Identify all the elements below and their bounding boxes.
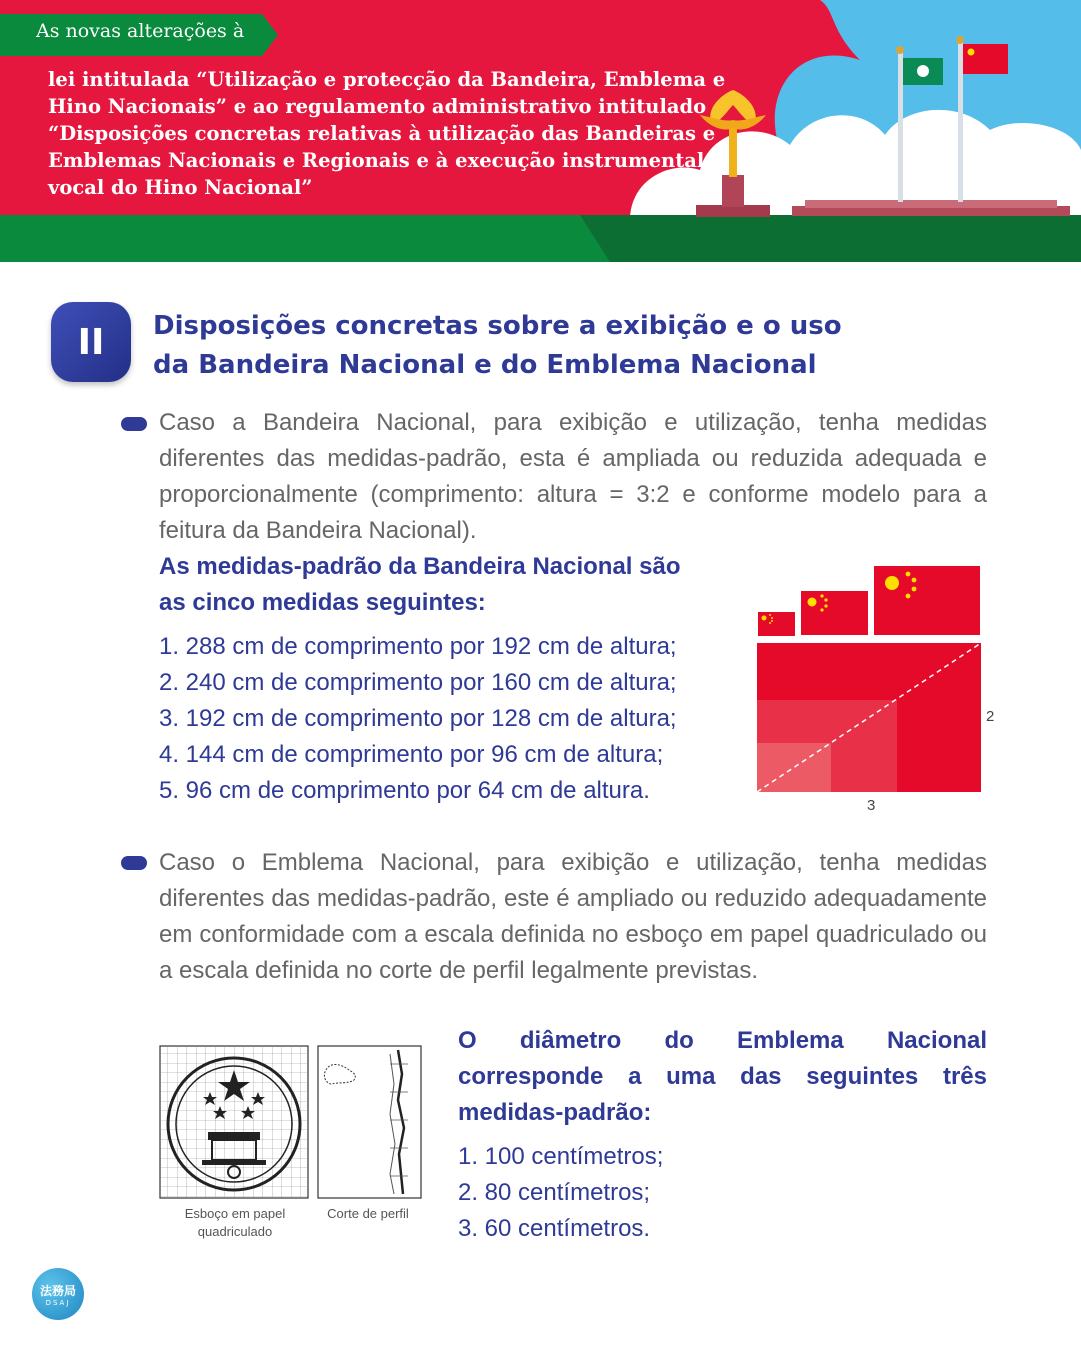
list-item: 1. 288 cm de comprimento por 192 cm de altura; [159, 633, 677, 660]
caption-grid-line2: quadriculado [197, 1224, 273, 1239]
list-item: 1. 100 centímetros; [458, 1143, 664, 1170]
section-title-line1: Disposições concretas sobre a exibição e o uso [153, 311, 842, 341]
ground-dark [580, 215, 1081, 262]
header-title: lei intitulada “Utilização e protecção da Bandeira, Emblema e Hino Nacionais” e ao regulamento administrativo intitulado “Disposições concretas relativas à utilização das Bandeiras e Emblemas Nacionais e Regionais e à execução instrumental e vocal do Hino Nacional” [48, 68, 726, 199]
emblem-grid-sketch [160, 1046, 308, 1198]
section-title [153, 307, 1013, 385]
list-item: 3. 60 centímetros. [458, 1215, 651, 1242]
bullet-icon [121, 417, 147, 431]
ribbon-text: As novas alterações à [36, 20, 245, 42]
list-item: 3. 192 cm de comprimento por 128 cm de altura; [159, 705, 677, 732]
list-item: 5. 96 cm de comprimento por 64 cm de altura. [159, 777, 650, 804]
flag-standard-heading-line1: As medidas-padrão da Bandeira Nacional são [159, 553, 681, 580]
flag-standard-heading-line2: as cinco medidas seguintes: [159, 589, 486, 616]
flag-sizes-list [159, 629, 677, 809]
flag-proportion-figure [750, 560, 1000, 820]
emblem-paragraph: Caso o Emblema Nacional, para exibição e utilização, tenha medidas diferentes das medidas-padrão, este é ampliado ou reduzido adequadamente em conformidade com a escala definida no esboço em papel quadriculado ou a escala definida no corte de perfil legalmente previstas. [159, 849, 987, 984]
flag-small-3 [874, 566, 980, 635]
ratio-width-label: 3 [867, 797, 876, 814]
logo-latin: DSAJ [45, 1299, 71, 1307]
flag-paragraph: Caso a Bandeira Nacional, para exibição e utilização, tenha medidas diferentes das medidas-padrão, esta é ampliada ou reduzida adequada e proporcionalmente (comprimento: altura = 3:2 e conforme modelo para a feitura da Bandeira Nacional). [159, 409, 987, 544]
flag-small-2 [801, 591, 868, 635]
emblem-diameters-list [458, 1139, 663, 1247]
logo-chinese: 法務局 [39, 1284, 76, 1298]
caption-grid-line1: Esboço em papel [184, 1206, 286, 1221]
emblem-figures [158, 1044, 424, 1204]
header-banner [0, 0, 1081, 262]
dsaj-logo [32, 1268, 84, 1320]
list-item: 2. 80 centímetros; [458, 1179, 651, 1206]
list-item: 4. 144 cm de comprimento por 96 cm de altura; [159, 741, 664, 768]
section-title-line2: da Bandeira Nacional e do Emblema Nacional [153, 350, 817, 380]
bullet-icon [121, 856, 147, 870]
flagpole-macau [898, 50, 903, 202]
list-item: 2. 240 cm de comprimento por 160 cm de altura; [159, 669, 677, 696]
emblem-diameter-heading: O diâmetro do Emblema Nacional corresponde a uma das seguintes três medidas-padrão: [458, 1027, 987, 1126]
flag-small-1 [758, 612, 795, 636]
china-flag-small [963, 44, 1008, 74]
caption-grid-sketch [160, 1205, 310, 1241]
section-number-badge: II [51, 302, 131, 382]
ratio-height-label: 2 [986, 708, 995, 725]
emblem-profile-section [318, 1046, 421, 1198]
flag-standard-heading [159, 549, 749, 621]
caption-profile: Corte de perfil [327, 1206, 409, 1221]
platform-top [805, 200, 1057, 208]
flagpole-china [958, 40, 963, 202]
